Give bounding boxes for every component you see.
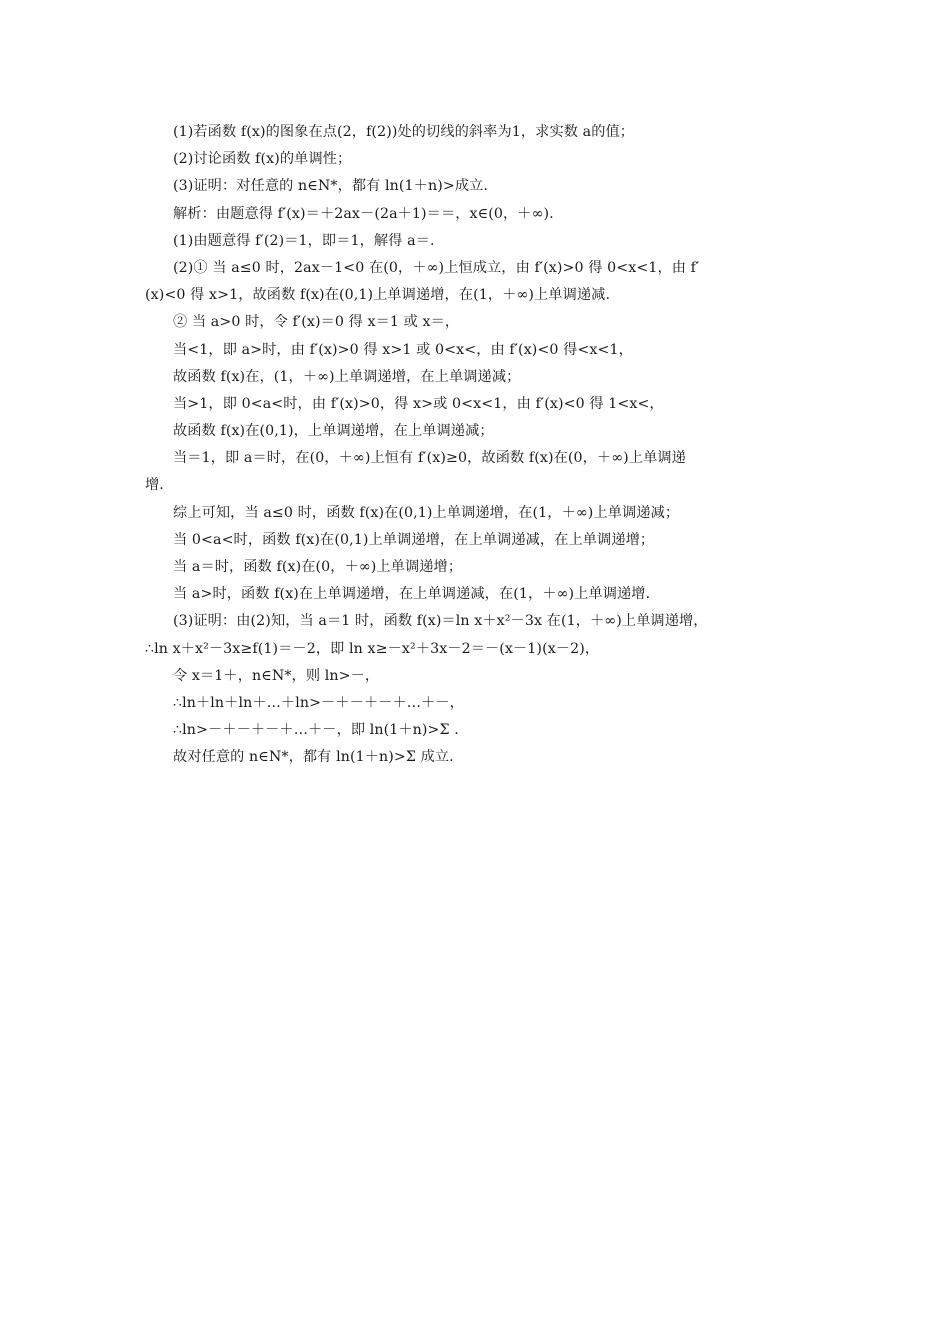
text-line: 故函数 f(x)在，(1，＋∞)上单调递增，在上单调递减； xyxy=(173,368,521,385)
text-line: (x)<0 得 x>1，故函数 f(x)在(0,1)上单调递增，在(1，＋∞)上单调递减. xyxy=(145,287,611,304)
text-line: ∴ln＋ln＋ln＋…＋ln>－＋－＋－＋…＋－， xyxy=(173,694,464,711)
text-line: 解析：由题意得 f′(x)＝＋2ax－(2a＋1)＝＝，x∈(0，＋∞). xyxy=(173,205,554,222)
text-line: 当＝1，即 a＝时，在(0，＋∞)上恒有 f′(x)≥0，故函数 f(x)在(0，＋∞)上单调递 xyxy=(173,450,686,467)
text-line: (1)由题意得 f′(2)＝1，即＝1，解得 a＝. xyxy=(173,232,435,249)
text-line: 故函数 f(x)在(0,1)，上单调递增，在上单调递减； xyxy=(173,423,494,440)
text-line: 综上可知，当 a≤0 时，函数 f(x)在(0,1)上单调递增，在(1，＋∞)上单调递减； xyxy=(173,504,680,521)
text-line: (3)证明：对任意的 n∈N*，都有 ln(1＋n)>成立. xyxy=(173,178,489,195)
text-line: 当 a>时，函数 f(x)在上单调递增，在上单调递减，在(1，＋∞)上单调递增. xyxy=(173,586,651,603)
text-line: (2)① 当 a≤0 时，2ax－1<0 在(0，＋∞)上恒成立，由 f′(x)>0 得 0<x<1，由 f′ xyxy=(173,259,700,276)
text-line: 当<1，即 a>时，由 f′(x)>0 得 x>1 或 0<x<，由 f′(x)<0 得<x<1， xyxy=(173,341,633,358)
text-line: (2)讨论函数 f(x)的单调性； xyxy=(173,151,352,168)
text-line: ∴ln>－＋－＋－＋…＋－，即 ln(1＋n)>Σ . xyxy=(173,722,459,739)
text-line: (3)证明：由(2)知，当 a＝1 时，函数 f(x)＝ln x＋x²－3x 在(1，＋∞)上单调递增， xyxy=(173,613,708,630)
solution-text-block xyxy=(145,119,810,772)
text-line: 增. xyxy=(145,477,164,494)
text-line: (1)若函数 f(x)的图象在点(2，f(2))处的切线的斜率为1，求实数 a的值； xyxy=(173,124,635,140)
text-line: ∴ln x＋x²－3x≥f(1)＝－2，即 ln x≥－x²＋3x－2＝－(x－1)(x－2)， xyxy=(145,640,600,657)
text-line: 令 x＝1＋，n∈N*，则 ln>－， xyxy=(173,667,380,684)
text-line: ② 当 a>0 时，令 f′(x)＝0 得 x＝1 或 x＝， xyxy=(173,314,460,331)
text-line: 当 0<a<时，函数 f(x)在(0,1)上单调递增，在上单调递减，在上单调递增； xyxy=(173,531,655,548)
text-line: 故对任意的 n∈N*，都有 ln(1＋n)>Σ 成立. xyxy=(173,749,454,766)
text-line: 当 a＝时，函数 f(x)在(0，＋∞)上单调递增； xyxy=(173,559,463,575)
text-line: 当>1，即 0<a<时，由 f′(x)>0，得 x>或 0<x<1，由 f′(x)<0 得 1<x<， xyxy=(173,395,664,412)
